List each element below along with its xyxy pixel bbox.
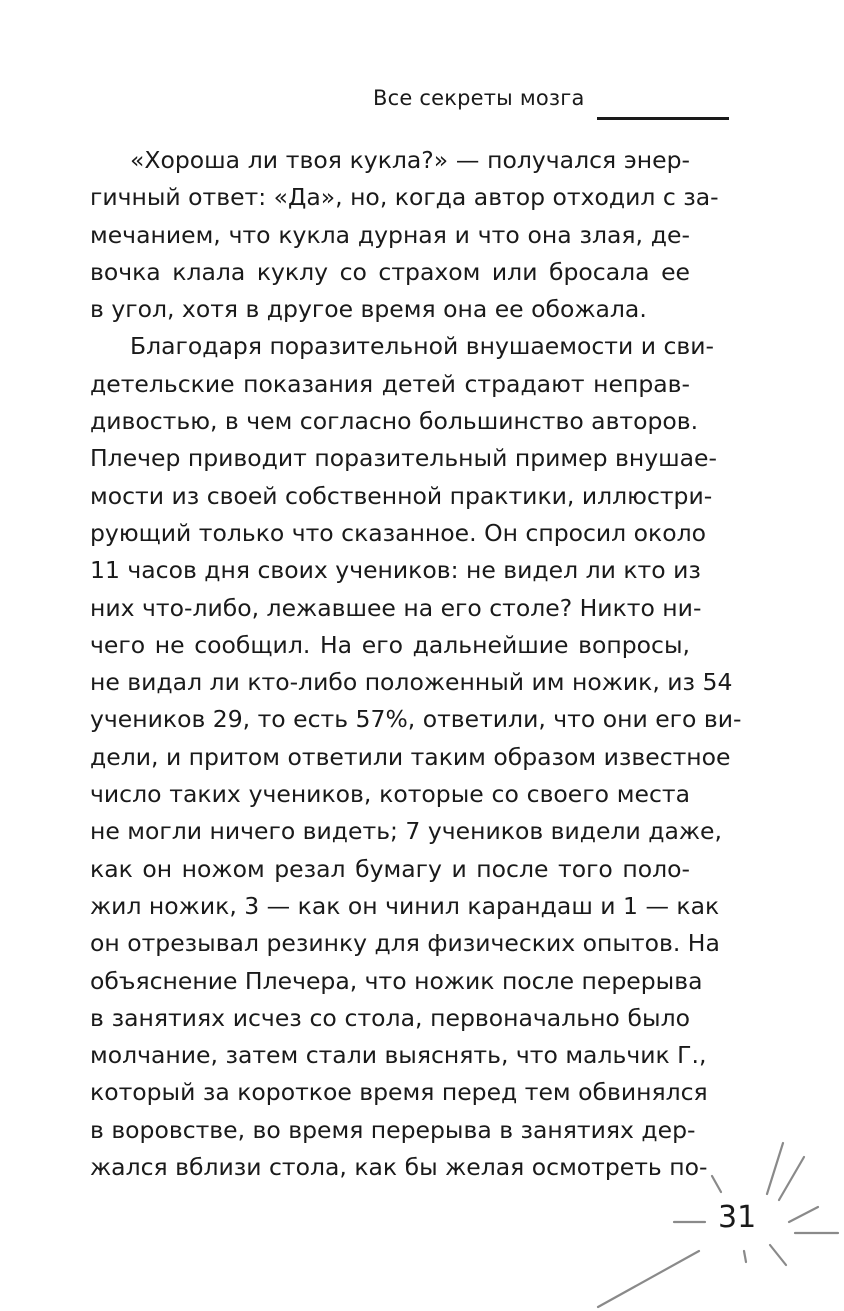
text-line: учеников 29, то есть 57%, ответили, что они его ви- (90, 705, 742, 734)
text-line: молчание, затем стали выяснять, что мальчик Г., (90, 1041, 707, 1070)
ray-line (712, 1176, 721, 1192)
ray-line (779, 1157, 804, 1200)
text-line: он отрезывал резинку для физических опытов. На (90, 929, 720, 958)
text-line: Плечер приводит поразительный пример внушае- (90, 444, 717, 473)
text-line: объяснение Плечера, что ножик после перерыва (90, 966, 703, 995)
text-line: в угол, хотя в другое время она ее обожала. (90, 295, 647, 324)
ray-line (598, 1251, 699, 1307)
text-line: детельские показания детей страдают неправ- (90, 369, 690, 398)
text-line: чего не сообщил. На его дальнейшие вопросы, (90, 630, 690, 659)
text-line: гичный ответ: «Да», но, когда автор отходил с за- (90, 183, 719, 212)
page-number: 31 (718, 1200, 757, 1235)
ray-line (744, 1251, 746, 1262)
text-line: жался вблизи стола, как бы желая осмотреть по- (90, 1153, 708, 1182)
text-line: в занятиях исчез со стола, первоначально было (90, 1003, 690, 1032)
text-line: в воровстве, во время перерыва в занятиях дер- (90, 1115, 696, 1144)
text-line: мечанием, что кукла дурная и что она злая, де- (90, 220, 690, 249)
text-line: жил ножик, 3 — как он чинил карандаш и 1 — как (90, 891, 720, 920)
text-line: который за короткое время перед тем обвинялся (90, 1078, 708, 1107)
text-line: 11 часов дня своих учеников: не видел ли кто из (90, 556, 701, 585)
ray-line (770, 1245, 786, 1265)
text-line: рующий только что сказанное. Он спросил около (90, 518, 707, 547)
text-line: мости из своей собственной практики, иллюстри- (90, 481, 713, 510)
text-line: дивостью, в чем согласно большинство авторов. (90, 407, 699, 436)
ray-line (789, 1207, 818, 1222)
text-line: как он ножом резал бумагу и после того поло- (90, 854, 690, 883)
text-line: Благодаря поразительной внушаемости и сви- (130, 332, 714, 361)
text-line: дели, и притом ответили таким образом известное (90, 742, 731, 771)
text-line: них что-либо, лежавшее на его столе? Никто ни- (90, 593, 702, 622)
text-line: не видал ли кто-либо положенный им ножик, из 54 (90, 668, 733, 697)
text-line: не могли ничего видеть; 7 учеников видели даже, (90, 817, 722, 846)
running-head-title: Все секреты мозга (373, 86, 585, 110)
text-line: число таких учеников, которые со своего места (90, 780, 690, 809)
ray-line (767, 1143, 783, 1194)
text-line: вочка клала куклу со страхом или бросала ее (90, 257, 690, 286)
text-line: «Хороша ли твоя кукла?» — получался энер- (130, 146, 690, 174)
